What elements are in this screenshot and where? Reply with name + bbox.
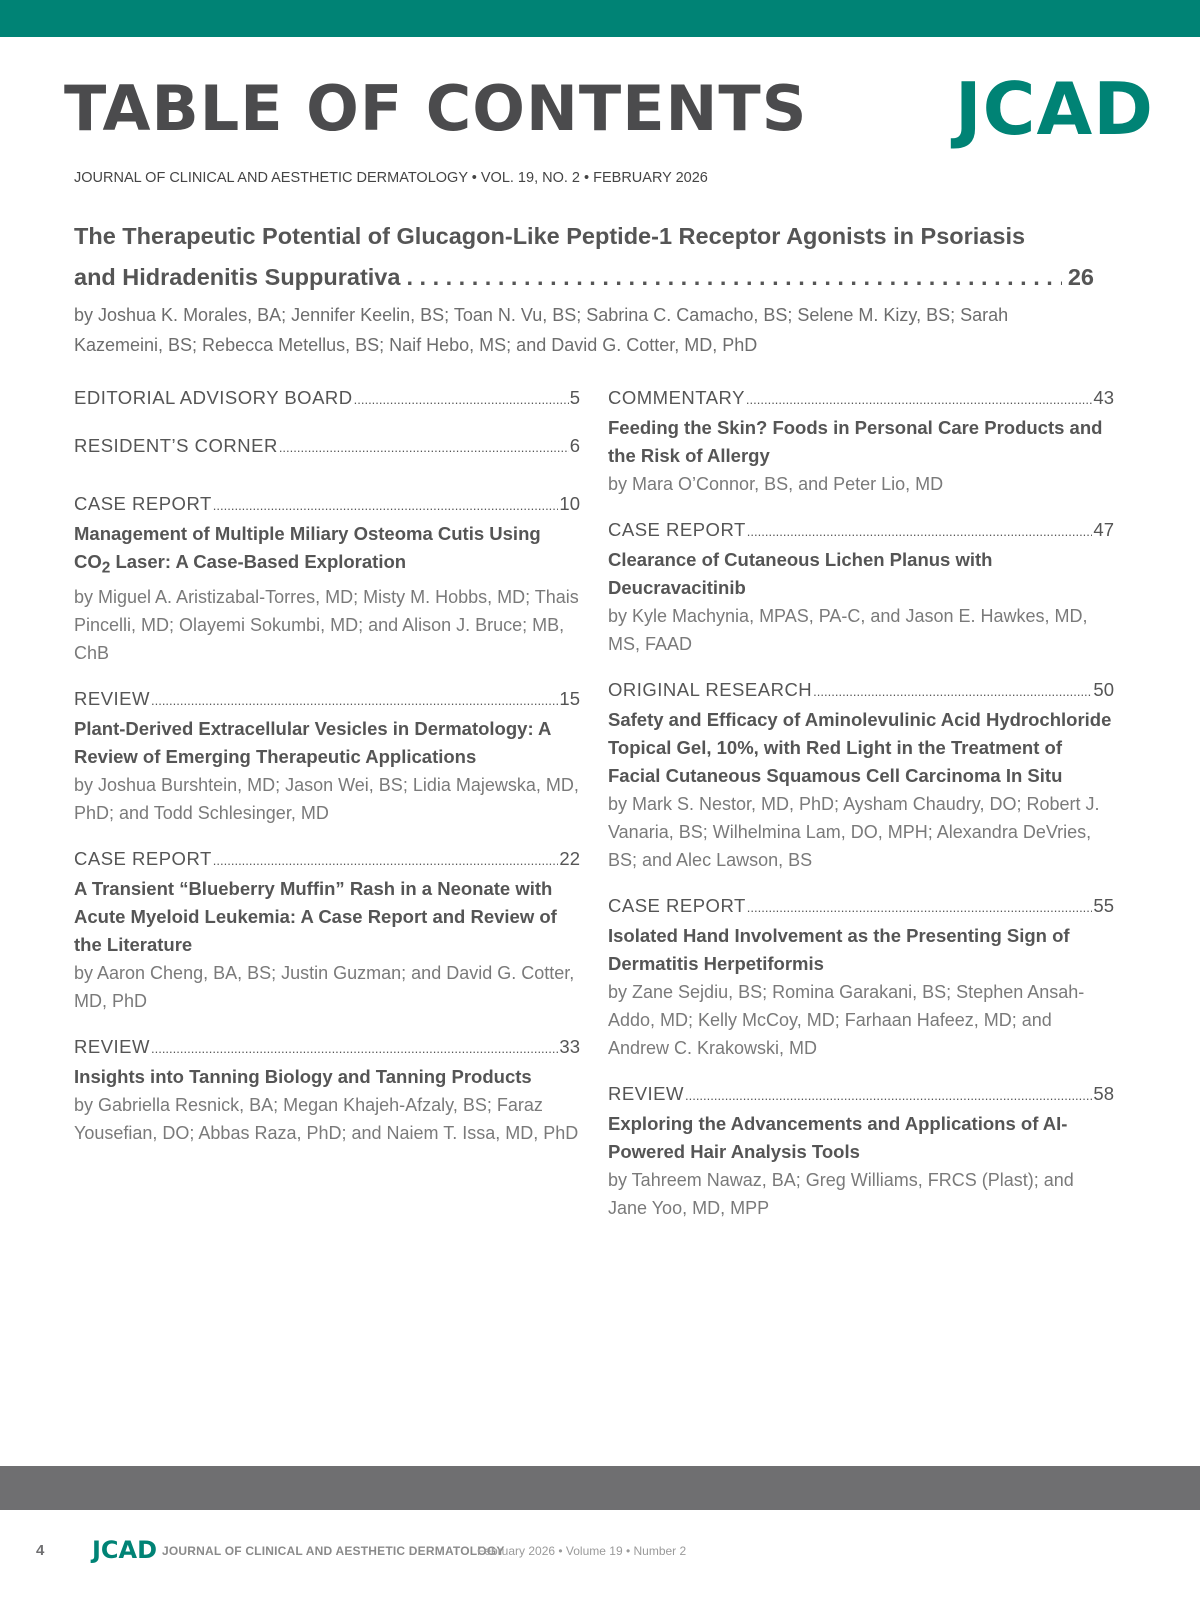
page-number: 10 — [559, 493, 580, 514]
article-authors: by Kyle Machynia, MPAS, PA-C, and Jason E. Hawkes, MD, MS, FAAD — [608, 606, 1088, 654]
dot-leader — [813, 678, 1092, 706]
dot-leader — [747, 518, 1093, 546]
subscript: 2 — [101, 559, 111, 577]
featured-title-line1: The Therapeutic Potential of Glucagon-Like Peptide-1 Receptor Agonists in Psoriasis — [74, 223, 1026, 249]
footer-logo: JCAD — [92, 1536, 158, 1564]
section-line — [608, 516, 1114, 546]
page-number: 55 — [1093, 895, 1114, 916]
toc-entry[interactable] — [74, 384, 580, 414]
journal-logo: JCAD — [954, 67, 1154, 151]
page-number: 43 — [1093, 387, 1114, 408]
journal-issue-line: JOURNAL OF CLINICAL AND AESTHETIC DERMATOLOGY • VOL. 19, NO. 2 • FEBRUARY 2026 — [74, 170, 708, 186]
page-number: 22 — [559, 847, 580, 869]
article-authors: by Mara O’Connor, BS, and Peter Lio, MD — [608, 474, 944, 494]
toc-entry[interactable] — [608, 384, 1114, 498]
toc-entry[interactable] — [74, 685, 580, 827]
toc-entry[interactable] — [608, 1080, 1114, 1222]
footer-page-number: 4 — [36, 1542, 45, 1559]
article-title: Isolated Hand Involvement as the Presenting Sign of Dermatitis Herpetiformis — [608, 925, 1070, 974]
article-authors: by Miguel A. Aristizabal-Torres, MD; Misty M. Hobbs, MD; Thais Pincelli, MD; Olayemi Sokumbi, MD; and Alison J. Bruce; MB, ChB — [74, 586, 579, 663]
section-label: CASE REPORT — [74, 847, 212, 869]
section-line — [74, 384, 580, 414]
toc-entry[interactable] — [74, 1033, 580, 1147]
featured-authors: by Joshua K. Morales, BA; Jennifer Keelin, BS; Toan N. Vu, BS; Sabrina C. Camacho, BS; Selene M. Kizy, BS; Sarah Kazemeini, BS; Rebecca Metellus, BS; Naif Hebo, MS; and David G. Cotter, MD, PhD — [74, 305, 1009, 355]
article-title: Feeding the Skin? Foods in Personal Care Products and the Risk of Allergy — [608, 417, 1103, 466]
dot-leader — [151, 687, 558, 715]
article-title: Safety and Efficacy of Aminolevulinic Acid Hydrochloride Topical Gel, 10%, with Red Light in the Treatment of Facial Cutaneous Squamous Cell Carcinoma In Situ — [608, 709, 1112, 786]
toc-entry[interactable] — [608, 892, 1114, 1062]
section-line — [608, 384, 1114, 414]
bottom-color-band — [0, 1466, 1200, 1510]
article-authors: by Gabriella Resnick, BA; Megan Khajeh-Afzaly, BS; Faraz Yousefian, DO; Abbas Raza, PhD; and Naiem T. Issa, MD, PhD — [74, 1094, 579, 1143]
article-title: A Transient “Blueberry Muffin” Rash in a Neonate with Acute Myeloid Leukemia: A Case Report and Review of the Literature — [74, 877, 557, 955]
dot-leader — [279, 434, 569, 462]
article-authors: by Mark S. Nestor, MD, PhD; Aysham Chaudry, DO; Robert J. Vanaria, BS; Wilhelmina Lam, DO, MPH; Alexandra DeVries, BS; and Alec Lawson, BS — [608, 794, 1100, 870]
section-label: RESIDENT’S CORNER — [74, 435, 278, 456]
article-authors: by Aaron Cheng, BA, BS; Justin Guzman; and David G. Cotter, MD, PhD — [74, 962, 575, 1011]
article-title: Insights into Tanning Biology and Tanning Products — [74, 1065, 532, 1087]
section-label: CASE REPORT — [608, 519, 746, 540]
toc-left-column — [74, 384, 580, 1165]
page-number: 47 — [1093, 519, 1114, 540]
footer-issue: February 2026 • Volume 19 • Number 2 — [477, 1544, 687, 1558]
article-title: Clearance of Cutaneous Lichen Planus with Deucravacitinib — [608, 549, 993, 598]
section-label: COMMENTARY — [608, 387, 745, 408]
article-authors: by Tahreem Nawaz, BA; Greg Williams, FRCS (Plast); and Jane Yoo, MD, MPP — [608, 1170, 1074, 1218]
section-label: REVIEW — [74, 1035, 150, 1057]
dot-leader — [747, 894, 1093, 922]
section-label: EDITORIAL ADVISORY BOARD — [74, 387, 353, 408]
top-color-band — [0, 0, 1200, 37]
article-authors: by Zane Sejdiu, BS; Romina Garakani, BS; Stephen Ansah-Addo, MD; Kelly McCoy, MD; Farhaan Hafeez, MD; and Andrew C. Krakowski, MD — [608, 982, 1085, 1058]
section-line — [608, 892, 1114, 922]
dot-leader — [354, 386, 569, 414]
section-line — [608, 676, 1114, 706]
section-line — [608, 1080, 1114, 1110]
page-number: 50 — [1093, 679, 1114, 700]
page-number: 6 — [569, 435, 580, 456]
dot-leader — [685, 1082, 1092, 1110]
page-number: 5 — [569, 387, 580, 408]
article-title-part: Laser: A Case-Based Exploration — [110, 551, 407, 572]
page-title: TABLE OF CONTENTS — [64, 72, 808, 145]
article-title — [74, 520, 580, 583]
toc-entry[interactable] — [74, 432, 580, 462]
section-label: CASE REPORT — [74, 493, 212, 514]
toc-entry[interactable] — [74, 490, 580, 667]
article-authors: by Joshua Burshtein, MD; Jason Wei, BS; Lidia Majewska, MD, PhD; and Todd Schlesinger, MD — [74, 774, 579, 823]
section-line — [74, 1033, 580, 1063]
article-title-part: Management of Multiple Miliary Osteoma Cutis Using CO — [74, 523, 541, 572]
dot-leader — [406, 257, 1061, 298]
toc-entry[interactable] — [74, 845, 580, 1015]
page-number: 33 — [559, 1035, 580, 1057]
dot-leader — [213, 847, 559, 875]
toc-entry[interactable] — [608, 516, 1114, 658]
article-title: Exploring the Advancements and Applications of AI-Powered Hair Analysis Tools — [608, 1113, 1068, 1162]
section-line — [74, 685, 580, 715]
article-title: Plant-Derived Extracellular Vesicles in Dermatology: A Review of Emerging Therapeutic Applications — [74, 717, 551, 767]
featured-page-number: 26 — [1067, 264, 1094, 290]
section-label: REVIEW — [608, 1083, 684, 1104]
toc-right-column — [608, 384, 1114, 1240]
dot-leader — [213, 492, 559, 520]
featured-article[interactable] — [74, 216, 1094, 360]
dot-leader — [151, 1035, 558, 1063]
page-number: 15 — [559, 687, 580, 709]
page-number: 58 — [1093, 1083, 1114, 1104]
dot-leader — [746, 386, 1093, 414]
section-line — [74, 490, 580, 520]
section-label: CASE REPORT — [608, 895, 746, 916]
featured-title-line2: and Hidradenitis Suppurativa — [74, 264, 401, 290]
section-line — [74, 845, 580, 875]
page-footer — [0, 1536, 1200, 1570]
section-line — [74, 432, 580, 462]
section-label: ORIGINAL RESEARCH — [608, 679, 813, 700]
footer-journal-name: JOURNAL OF CLINICAL AND AESTHETIC DERMATOLOGY — [162, 1544, 505, 1558]
featured-title-line2-row — [74, 257, 1094, 298]
toc-entry[interactable] — [608, 676, 1114, 874]
section-label: REVIEW — [74, 687, 150, 709]
